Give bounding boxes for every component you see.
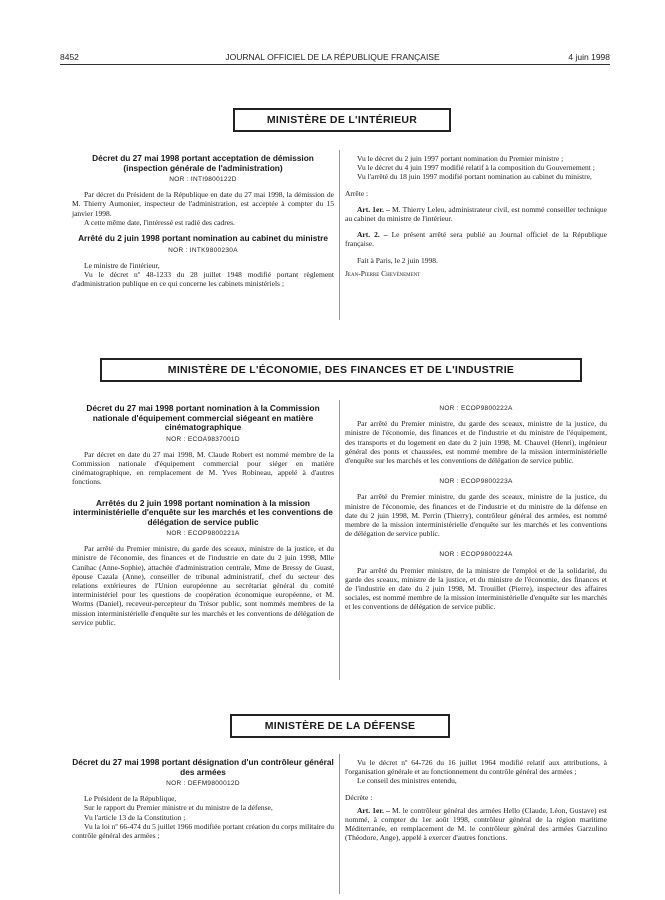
paragraph: Le conseil des ministres entendu,: [357, 776, 457, 786]
paragraph: Par décret en date du 27 mai 1998, M. Claude Robert est nommé membre de la Commission nationale d'équipement commercial pour siéger en matière cinématographique, en remplacement de M. Yves Robineau, appelé à d'autres fonctions.: [72, 449, 334, 487]
arrete-title: Arrêtés du 2 juin 1998 portant nomination à la mission interministérielle d'enquête sur les marchés et les conventions de délégation de service public: [73, 497, 333, 527]
paragraph: Par arrêté du Premier ministre, de la ministre de l'emploi et de la solidarité, du garde des sceaux, ministre de la justice, et du ministre de l'économie, des finances et de l'industrie en date du 2 juin 1998, M. Trouillet (Pierre), inspecteur des affaires sociales, est nommé membre de la mission interministérielle d'enquête sur les marchés et les conventions de délégation de service public.: [345, 565, 607, 612]
interieur-left-column: [72, 154, 334, 288]
economie-right-column: [345, 404, 607, 612]
nor-reference: NOR : ECOP9800223A: [439, 478, 513, 486]
article-text: M. le contrôleur général des armées Hello (Claude, Léon, Gustave) est nommé, à compter du 1er août 1998, contrôleur général de la région maritime Méditerranée, en remplacement de M. le contrôleur général des armées Garzulino (Théodore, Ange), appelé à exercer d'autres fonctions.: [345, 805, 607, 843]
article: [345, 205, 607, 223]
paragraph: A cette même date, l'intéressé est radié des cadres.: [84, 217, 235, 227]
paragraph: Vu la loi nº 66-474 du 5 juillet 1966 modifiée portant création du corps militaire du contrôle général des armées ;: [72, 821, 334, 841]
paragraph: Par décret du Président de la République en date du 27 mai 1998, la démission de M. Thierry Aumonier, inspecteur de l'administration, est acceptée à compter du 15 janvier 1998.: [72, 190, 334, 218]
economie-left-column: [72, 404, 334, 627]
section-heading-defense: MINISTÈRE DE LA DÉFENSE: [230, 714, 450, 738]
column-divider: [339, 150, 340, 320]
nor-reference: NOR : ECOP9800222A: [439, 405, 513, 412]
paragraph: Vu le décret nº 64-726 du 16 juillet 1964 modifié relatif aux attributions, à l'organisation générale et au fonctionnement du contrôle général des armées ;: [345, 758, 607, 777]
defense-right-column: [345, 758, 607, 843]
article-label: Art. 2. –: [357, 230, 388, 240]
article-text: Le présent arrêté sera publié au Journal officiel de la République française.: [345, 230, 608, 249]
paragraph: Le ministre de l'intérieur,: [84, 260, 160, 270]
signature: Jean-Pierre Chevènement: [345, 268, 421, 278]
decree-title: Décret du 27 mai 1998 portant nomination à la Commission nationale d'équipement commercial siégeant en matière cinématographique: [86, 403, 320, 432]
paragraph: Par arrêté du Premier ministre, du garde des sceaux, ministre de la justice, du ministre de l'économie, des finances et de l'industrie et du ministre de la défense en date du 2 juin 1998, M. Perrin (Thierry), contrôleur général des armées, est nommé membre de la mission interministérielle d'enquête sur les marchés et les conventions de délégation de service public.: [345, 492, 607, 539]
signing-place-date: Fait à Paris, le 2 juin 1998.: [357, 255, 438, 265]
article: [345, 230, 607, 248]
paragraph: Vu le décret du 4 juin 1997 modifié relatif à la composition du Gouvernement ;: [357, 163, 595, 173]
section-heading-economie: MINISTÈRE DE L'ÉCONOMIE, DES FINANCES ET DE L'INDUSTRIE: [100, 358, 582, 382]
paragraph: Vu l'article 13 de la Constitution ;: [84, 812, 186, 822]
paragraph: Par arrêté du Premier ministre, du garde des sceaux, ministre de la justice, du ministre de l'économie, des finances et de l'industrie et du ministre de l'équipement, des transports et du logement en date du 2 juin 1998, M. Chauvel (Henri), ingénieur général des ponts et chaussées, est nommé membre de la mission interministérielle d'enquête sur les marchés et les conventions de délégation de service public.: [345, 419, 607, 466]
article-label: Art. 1er. –: [357, 204, 390, 214]
column-divider: [339, 400, 340, 680]
nor-reference: NOR : ECOP9800224A: [439, 551, 513, 559]
defense-left-column: [72, 758, 334, 840]
arrete-label: Arrête :: [345, 188, 369, 198]
paragraph: Par arrêté du Premier ministre, du garde des sceaux, ministre de la justice, et du ministre de l'économie, des finances et de l'industrie en date du 2 juin 1998, Mlle Canihac (Anne-Sophie), attachée d'administration centrale, Mme de Bressy de Guast, épouse Cazala (Anne), conseiller de tribunal administratif, chef du secteur des relations extérieures de l'Union européenne au secrétariat général du comité interministériel pour les questions de coopération économique européenne, et M. Worms (Daniel), receveur-percepteur du Trésor public, sont nommés membres de la mission interministérielle d'enquête sur les marchés et les conventions de délégation de service public.: [72, 544, 334, 627]
nor-reference: NOR : ECOA9837001D: [166, 435, 240, 443]
nor-reference: NOR : ECOP9800221A: [166, 530, 240, 538]
article-label: Art. 1er. –: [357, 805, 390, 815]
article-text: M. Thierry Leleu, administrateur civil, est nommé conseiller technique au cabinet du ministre de l'intérieur.: [345, 204, 608, 224]
journal-title: JOURNAL OFFICIEL DE LA RÉPUBLIQUE FRANÇAISE: [225, 52, 440, 62]
nor-reference: NOR : INTI9800122D: [169, 176, 237, 183]
nor-reference: NOR : DEFM9800012D: [166, 780, 240, 787]
paragraph: Le Président de la République,: [84, 794, 177, 804]
decrete-label: Décrète :: [345, 792, 373, 802]
paragraph: Vu l'arrêté du 18 juin 1997 modifié portant nomination au cabinet du ministre,: [357, 172, 592, 182]
column-divider: [339, 754, 340, 894]
paragraph: Vu le décret du 2 juin 1997 portant nomination du Premier ministre ;: [357, 154, 564, 163]
section-heading-interieur: MINISTÈRE DE L'INTÉRIEUR: [233, 108, 451, 132]
arrete-title: Arrêté du 2 juin 1998 portant nomination au cabinet du ministre: [78, 233, 328, 244]
interieur-right-column: [345, 154, 607, 278]
paragraph: Sur le rapport du Premier ministre et du ministre de la défense,: [84, 803, 273, 813]
issue-date: 4 juin 1998: [568, 52, 610, 62]
decree-title: Décret du 27 mai 1998 portant acceptation de démission (inspection générale de l'administration): [92, 153, 314, 173]
nor-reference: NOR : INTK9800230A: [168, 246, 238, 254]
header-rule: [60, 64, 610, 65]
article: [345, 806, 607, 843]
page-number: 8452: [60, 52, 79, 62]
paragraph: Vu le décret nº 48-1233 du 28 juillet 1948 modifié portant règlement d'administration publique en ce qui concerne les cabinets ministériels ;: [72, 269, 334, 289]
decree-title: Décret du 27 mai 1998 portant désignation d'un contrôleur général des armées: [72, 757, 334, 777]
